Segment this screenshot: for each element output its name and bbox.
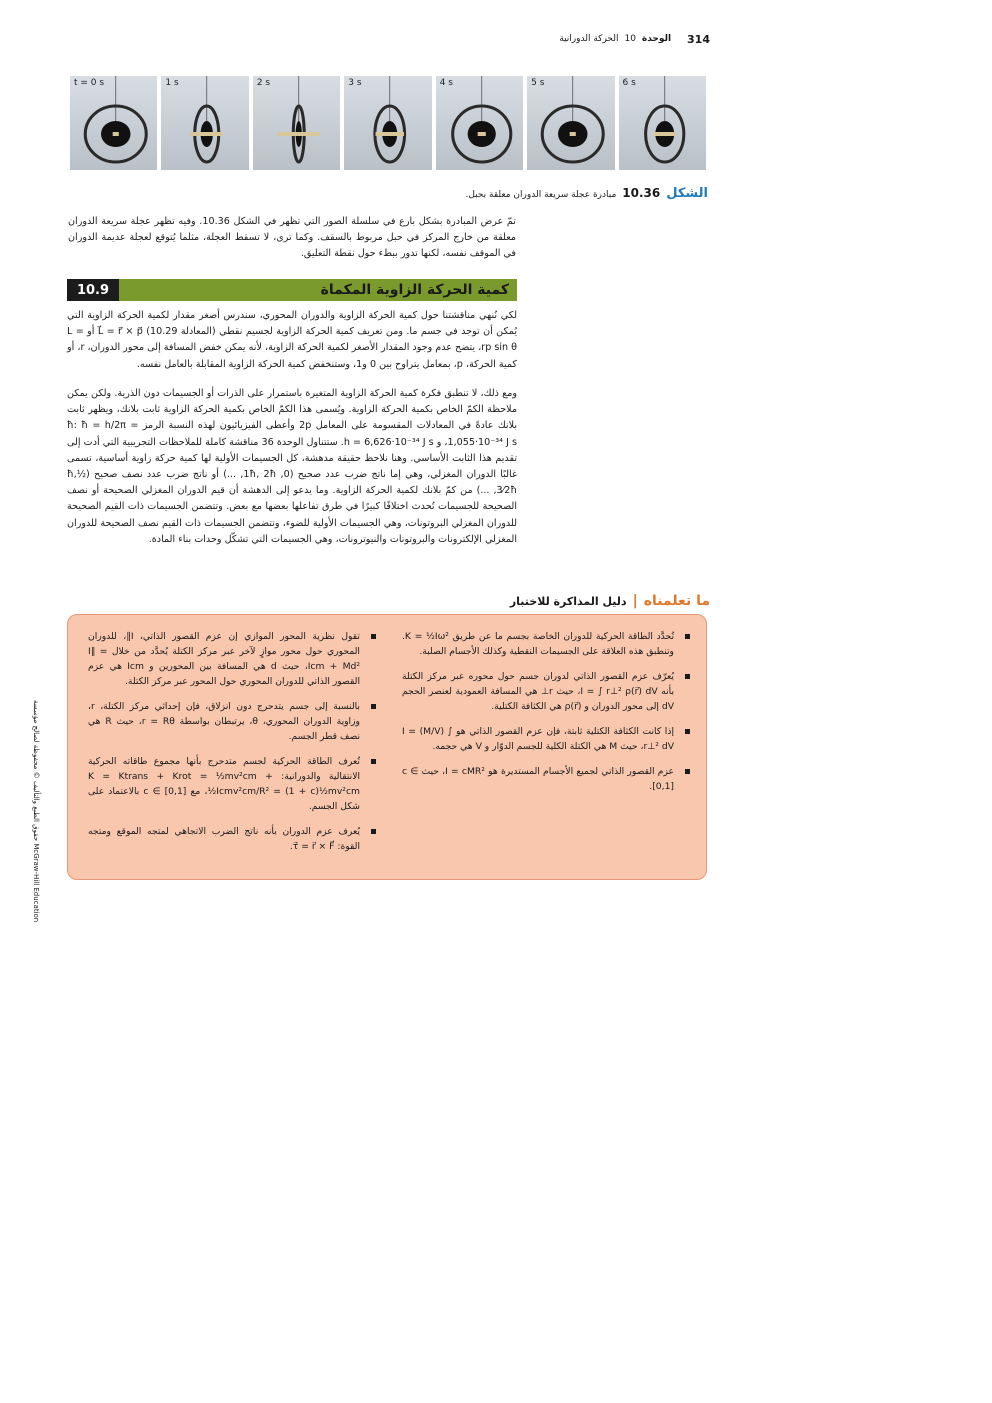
- wheel-illustration: [344, 76, 431, 170]
- summary-box: [67, 614, 707, 880]
- figure-frame-label: 2 s: [256, 78, 271, 88]
- figure-frame: [436, 76, 523, 170]
- figure-caption-number: 10.36: [622, 186, 661, 200]
- summary-bullet: [402, 724, 692, 754]
- summary-bullet: [402, 764, 692, 794]
- summary-bullet: [88, 824, 378, 854]
- figure-caption: [268, 186, 708, 201]
- summary-heading-separator: |: [632, 593, 638, 609]
- summary-bullet-text: إذا كانت الكثافة الكتلية ثابتة، فإن عزم القصور الذاتي هو I = (M/V) ∫ r⊥² dV، حيث M هي الكتلة الكلية للجسم الدوّار و V هي حجمه.: [402, 726, 675, 752]
- summary-left-column: [88, 629, 378, 864]
- side-copyright: [28, 700, 42, 930]
- figure-frame: [161, 76, 248, 170]
- summary-bullet: [402, 669, 692, 714]
- figure-frame-label: 1 s: [165, 78, 179, 88]
- wheel-illustration: [253, 76, 340, 170]
- figure-frame: [344, 76, 431, 170]
- figure-frame: [527, 76, 614, 170]
- wheel-illustration: [161, 76, 248, 170]
- figure-frame-label: 5 s: [531, 78, 545, 88]
- page-number: 314: [687, 32, 710, 46]
- summary-bullet-text: تُحدَّد الطاقة الحركية للدوران الخاصة بجسم ما عن طريق K = ½Iω². وتنطبق هذه العلاقة على الجسيمات النقطية وكذلك الأجسام الصلبة.: [402, 631, 674, 657]
- unit-title: الحركة الدورانية: [559, 34, 619, 44]
- summary-heading-main: ما تعلمناه: [643, 593, 710, 609]
- figure-frame-label: t = 0 s: [74, 78, 105, 88]
- intro-paragraph: تمّ عرض المبادرة بشكل بارع في سلسلة الصور التي تظهر في الشكل 10.36. وفيه تظهر عجلة سريعة الدوران معلقة من خارج المركز في حبل مربوط بالسقف. وكما ترى، لا تسقط العجلة، مثلما يُتوقع لعجلة عديمة الدوران في الموقف نفسه، لكنها تدور ببطء حول نقطة التعليق.: [68, 216, 516, 260]
- summary-bullet: [88, 754, 378, 814]
- section-number: 10.9: [67, 279, 119, 301]
- side-copyright-text: حقوق الطبع والتأليف © محفوظة لصالح مؤسسة McGraw-Hill Education: [32, 700, 40, 923]
- section-paragraph-1: لكي نُنهي مناقشتنا حول كمية الحركة الزاوية والدوران المحوري، سندرس أصغر مقدار لكمية الحركة الزاوية التي يُمكن أن توجد في جسم ما. ومن تعريف كمية الحركة الزاوية لجسيم نقطي (المعادلة 10.29) L⃗ = r⃗ × p⃗ أو L = rp sin θ، يتضح عدم وجود المقدار الأصغر لكمية الحركة الزاوية، لأنه يمكن خفض المسافة إلى محور الدوران، r، أو كمية الحركة، p، بمعامل يتراوح بين 0 و1، وستنخفض كمية الحركة الزاوية المقابلة بالعامل نفسه.: [66, 310, 518, 370]
- summary-bullet-text: يُعرف عزم الدوران بأنه ناتج الضرب الاتجاهي لمتجه الموقع ومتجه القوة: τ⃗ = r⃗ × F⃗.: [88, 826, 360, 852]
- summary-bullet-text: بالنسبة إلى جسم يتدحرج دون انزلاق، فإن إحداثي مركز الكتلة، r، وزاوية الدوران المحوري، θ، يرتبطان بواسطة r = Rθ، حيث R هي نصف قطر الجسم.: [88, 701, 360, 742]
- summary-heading-sub: دليل المذاكرة للاختبار: [509, 594, 627, 608]
- summary-heading: [380, 593, 710, 609]
- summary-bullet-text: عزم القصور الذاتي لجميع الأجسام المستديرة هو I = cMR²، حيث c ∈ [0,1].: [402, 766, 675, 792]
- unit-label: الوحدة: [641, 34, 672, 44]
- figure-frame-label: 3 s: [348, 78, 362, 88]
- summary-bullet-text: يُعرّف عزم القصور الذاتي لدوران جسم حول محوره عبر مركز الكتلة بأنه I = ∫ r⊥² ρ(r⃗) dV، حيث r⊥ هي المسافة العمودية لعنصر الحجم dV إلى محور الدوران و ρ(r⃗) هي الكثافة الكتلية.: [402, 671, 675, 712]
- wheel-illustration: [436, 76, 523, 170]
- wheel-illustration: [619, 76, 706, 170]
- figure-frame: [619, 76, 706, 170]
- summary-right-column: [402, 629, 692, 804]
- figure-photo-strip: [70, 76, 706, 170]
- summary-bullet: [402, 629, 692, 659]
- figure-frame-label: 4 s: [439, 78, 453, 88]
- figure-caption-text: مبادرة عجلة سريعة الدوران معلقة بحبل.: [465, 190, 617, 200]
- section-heading: [67, 279, 517, 301]
- summary-bullet-text: تُعرف الطاقة الحركية لجسم متدحرج بأنها مجموع طاقاته الحركية الانتقالية والدورانية: K = Ktrans + Krot = ½mv²cm + ½Icmv²cm/R² = (1 + c)½mv²cm، مع c ∈ [0,1] بالاعتماد على شكل الجسم.: [88, 756, 360, 812]
- summary-bullet-text: تقول نظرية المحور الموازي إن عزم القصور الذاتي، I∥، للدوران المحوري حول محور موازٍ لآخر عبر مركز الكتلة يُحدَّد من خلال I∥ = Icm + Md²، حيث d هي المسافة بين المحورين و Icm هي عزم القصور الذاتي للدوران المحوري حول المحور عبر مركز الكتلة.: [88, 631, 361, 687]
- figure-frame-label: 6 s: [622, 78, 636, 88]
- wheel-illustration: [527, 76, 614, 170]
- figure-caption-word: الشكل: [666, 186, 708, 201]
- page-header: [540, 30, 710, 48]
- figure-frame: [253, 76, 340, 170]
- section-title: كمية الحركة الزاوية المكماة: [320, 282, 509, 298]
- wheel-illustration: [70, 76, 157, 170]
- section-paragraph-2: ومع ذلك، لا تنطبق فكرة كمية الحركة الزاوية المتغيرة باستمرار على الذرات أو الجسيمات دون الذرية. ولكن يمكن ملاحظة الكمّ الخاص بكمية الحركة الزاوية. ويُسمى هذا الكمّ الخاص بكمية الحركة الزاوية ثابت بلانك، ويظهر ثابت بلانك عادةً في المعادلات المقسومة على المعامل 2p وأعطى الفيزيائيون لهذه النسبة الرمز ħ: ħ = h/2π = 1,055·10⁻³⁴ J s، و h = 6,626·10⁻³⁴ J s. ستتناول الوحدة 36 مناقشة كاملة للملاحظات التجريبية التي أدت إلى تقديم هذا الثابت الأساسي. وهنا نلاحظ حقيقة مدهشة، كل الجسيمات الأولية لها كمية حركة زاوية أساسية، تسمى غالبًا الدوران المغزلي، وهي إما ناتج ضرب عدد صحيح (0, 1ħ, 2ħ, ...) أو ناتج ضرب عدد نصف صحيح (½ħ, 3⁄2ħ, ...) من كمّ بلانك لكمية الحركة الزاوية. وما يدعو إلى الدهشة أن قيم الدوران المغزلي الصحيحة أو نصف الصحيحة للجسيمات تُحدث اختلافًا كبيرًا في طرق تفاعلها بعضها مع بعض. وتتضمن الجسيمات ذات القيم الصحيحة للدوران المغزلي البروتونات، وهي الجسيمات الأولية للضوء، وتتضمن الجسيمات ذات القيم نصف الصحيحة للدوران المغزلي الإلكترونات والبروتونات والنيوترونات، وهي الجسيمات التي تشكّل وحدات بناء المادة.: [67, 388, 517, 545]
- figure-frame: [70, 76, 157, 170]
- unit-number: 10: [624, 34, 636, 44]
- summary-bullet: [88, 699, 378, 744]
- summary-bullet: [88, 629, 378, 689]
